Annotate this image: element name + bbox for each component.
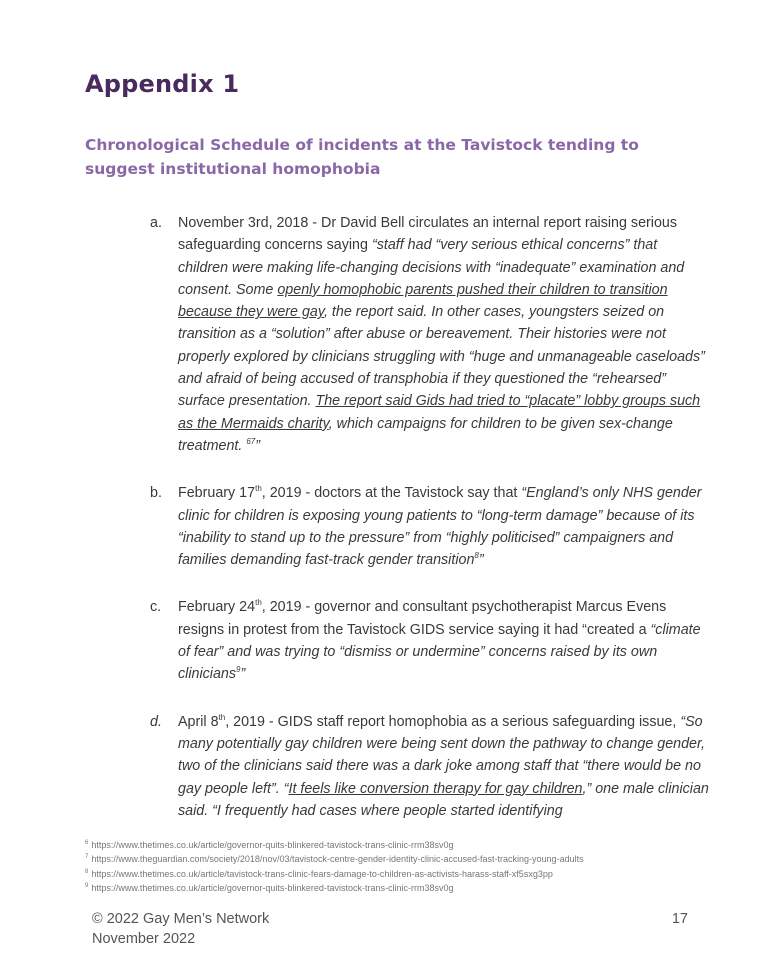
list-item [150, 212, 710, 457]
item-a-quote-middle: , the report said. In other cases, youngsters seized on transition as a “solution” after abuse or bereavement. Their histories were not properly explored by clinicians struggling with “huge and unmanageable caseloads” and afraid of being accused of transphobia if they questioned the “rehearsed” surface presentation. [178, 304, 705, 410]
item-a-underlined-2: The report said Gids had tried to “placate” lobby groups such as the Mermaids charity [178, 393, 701, 432]
item-d-quote-start: “So many potentially gay children were being sent down the pathway to change gender, two of the clinicians said there was a dark joke among staff that “there would be no gay people left”. “ [178, 713, 705, 797]
list-item [150, 596, 710, 685]
list-marker: d. [150, 713, 162, 730]
footnote-url[interactable]: https://www.thetimes.co.uk/article/governor-quits-blinkered-tavistock-trans-clinic-rrm38sv0g [91, 882, 454, 893]
page-number: 17 [671, 911, 688, 927]
item-c-date: February 24 [178, 599, 256, 616]
list-item [150, 482, 710, 571]
footnotes [85, 838, 725, 895]
footnote-url[interactable]: https://www.thetimes.co.uk/article/governor-quits-blinkered-tavistock-trans-clinic-rrm38sv0g [91, 840, 454, 850]
footnote-ref: 8 [474, 551, 479, 561]
list-item-text [178, 711, 710, 822]
footnote [85, 838, 725, 852]
footnote [85, 852, 725, 866]
footnote-ref: 9 [236, 665, 241, 675]
item-a-quote [178, 237, 705, 454]
item-a-quote-start: “staff had “very serious ethical concerns” that children were making life-changing decisions with “inadequate” examination and consent. Some [178, 237, 685, 298]
item-a-close-quote: ” [255, 437, 261, 454]
item-d-quote-end: ,” one male clinician said. “I frequently had cases where people started identifying [178, 780, 709, 819]
item-a-intro: November 3rd, 2018 - Dr David Bell circulates an internal report raising serious safeguarding concerns saying [178, 215, 678, 254]
list-item-text [178, 212, 710, 457]
footnote-number: 8 [85, 868, 89, 875]
footnote-url[interactable]: https://www.thetimes.co.uk/article/tavistock-trans-clinic-fears-damage-to-children-as-activists-harass-staff-xf5sxg3pp [91, 868, 553, 879]
page-title: Appendix 1 [85, 70, 240, 98]
section-subtitle: Chronological Schedule of incidents at the Tavistock tending to suggest institutional homophobia [85, 136, 639, 178]
item-c-quote-text: “climate of fear” and was trying to “dismiss or undermine” concerns raised by its own clinicians [178, 621, 701, 683]
footnote-ref: 67 [246, 437, 256, 447]
footer-date: November 2022 [92, 931, 196, 947]
footnote [85, 881, 725, 895]
item-d-intro: , 2019 - GIDS staff report homophobia as a serious safeguarding issue, [225, 713, 681, 730]
ordinal-suffix: th [255, 598, 262, 608]
list-marker: b. [150, 485, 162, 502]
footnote-number: 6 [85, 840, 89, 846]
item-b-date: February 17 [178, 485, 256, 502]
item-c-intro: , 2019 - governor and consultant psychotherapist Marcus Evens resigns in protest from the Tavistock GIDS service saying it had “created a [178, 599, 667, 638]
footnote-number: 9 [85, 882, 89, 889]
item-a-underlined-1: openly homophobic parents pushed their children to transition because they were gay [178, 281, 668, 321]
page-footer [92, 909, 688, 949]
list-item-text [178, 482, 710, 571]
item-b-quote-text: “England’s only NHS gender clinic for children is exposing young patients to “long-term damage” because of its “inability to stand up to the pressure” from “highly politicised” campaigners and families demanding fast-track gender transition [178, 485, 702, 569]
list-item [150, 711, 710, 822]
item-c-close-quote: ” [240, 666, 246, 683]
footnote-number: 7 [85, 854, 89, 861]
incident-list [150, 212, 710, 822]
ordinal-suffix: th [218, 712, 226, 722]
list-item-text [178, 596, 710, 685]
item-a-quote-end: , which campaigns for children to be given sex-change treatment. [178, 415, 673, 454]
item-d-date: April 8 [178, 713, 219, 730]
ordinal-suffix: th [255, 484, 262, 494]
list-marker: c. [150, 599, 162, 616]
footer-copyright: © 2022 Gay Men’s Network [92, 911, 270, 927]
item-d-underlined: It feels like conversion therapy for gay children [288, 780, 583, 797]
footnote [85, 867, 725, 881]
list-marker: a. [150, 215, 162, 231]
footnote-url[interactable]: https://www.theguardian.com/society/2018/nov/03/tavistock-centre-gender-identity-clinic-accused-fast-tracking-young-adults [91, 854, 584, 865]
item-b-close-quote: ” [478, 552, 484, 569]
item-b-intro: , 2019 - doctors at the Tavistock say that [261, 485, 522, 502]
